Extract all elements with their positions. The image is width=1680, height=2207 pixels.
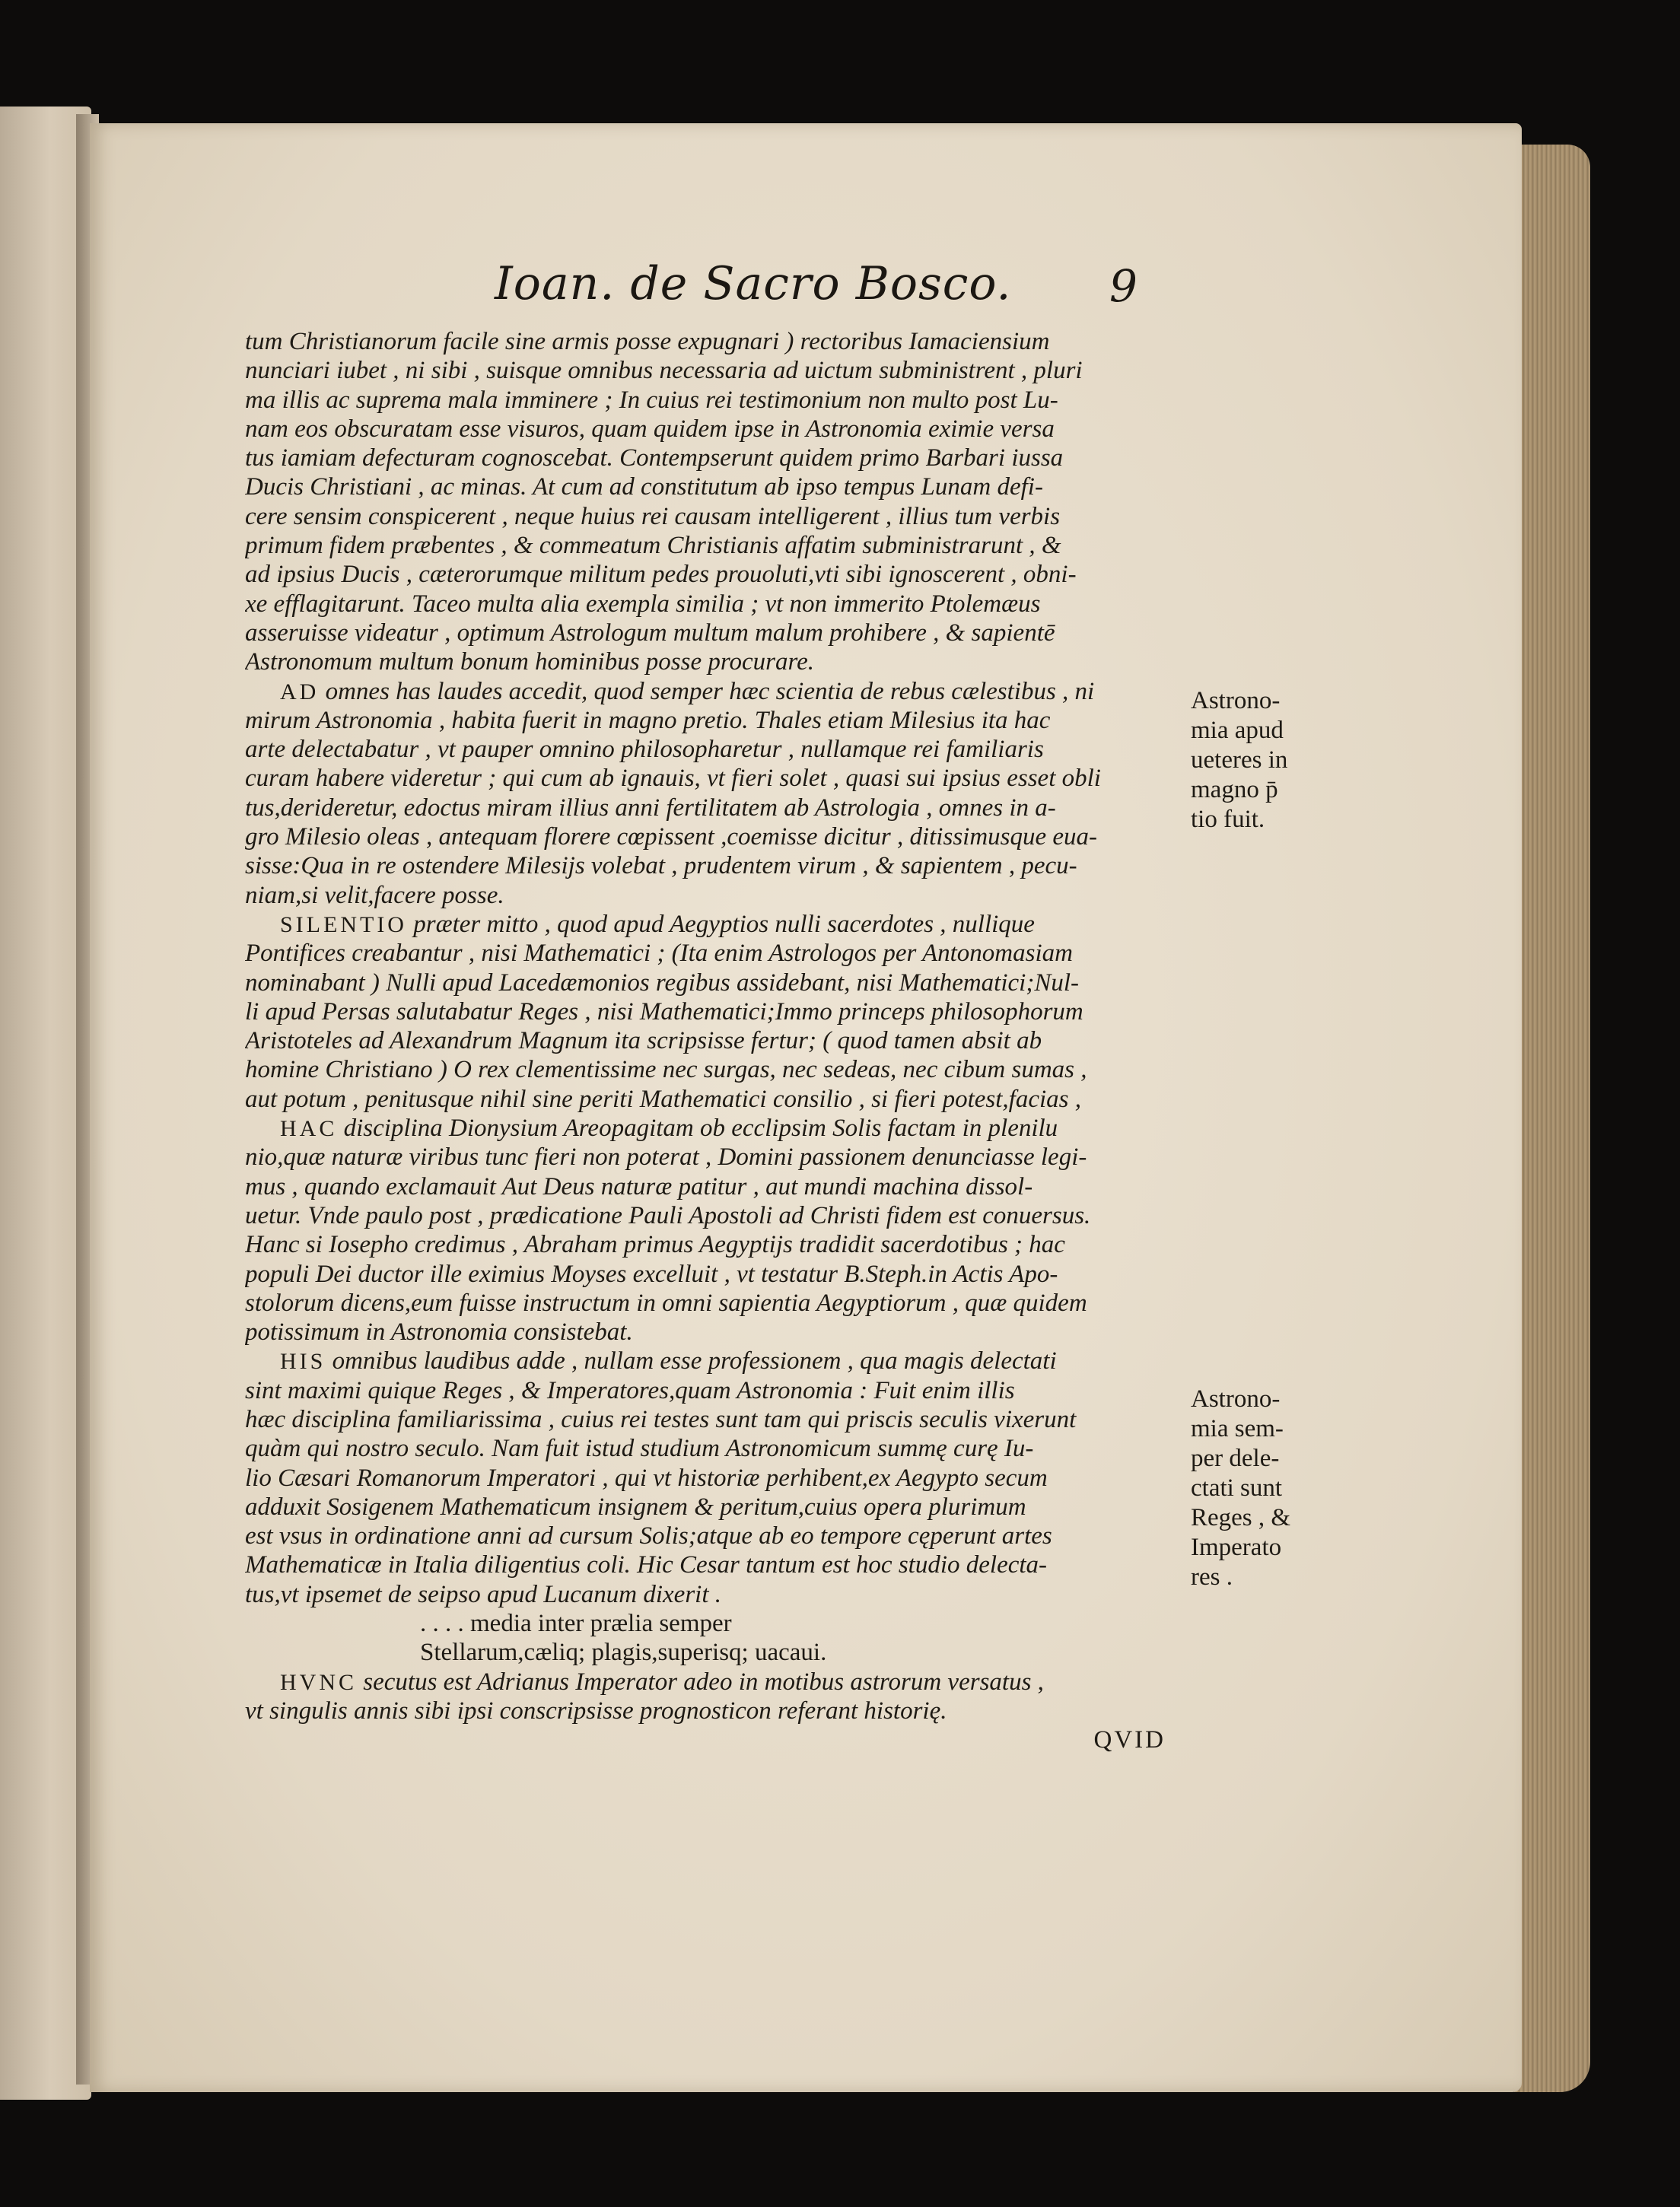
running-title: Ioan. de Sacro Bosco. [495, 257, 1012, 310]
text-line [245, 997, 1181, 1026]
text-line [245, 1318, 1181, 1347]
text-line [245, 706, 1181, 735]
text-line [245, 327, 1181, 356]
line-text: est vsus in ordinatione anni ad cursum Solis;atque ab eo tempore cęperunt artes [245, 1522, 1052, 1550]
text-line [245, 1055, 1181, 1084]
line-text: potissimum in Astronomia consistebat. [245, 1318, 633, 1347]
line-text: stolorum dicens,eum fuisse instructum in omni sapientia Aegyptiorum , quæ quidem [245, 1289, 1087, 1317]
text-line [245, 735, 1181, 764]
margin-note-astronomia-pretio [1191, 686, 1287, 835]
text-line [245, 1609, 1181, 1638]
line-text: nunciari iubet , ni sibi , suisque omnibus necessaria ad uictum subministrent , pluri [245, 357, 1083, 385]
line-text: curam habere videretur ; qui cum ab ignauis, vt fieri solet , quasi sui ipsius esset obli [245, 765, 1101, 793]
line-text: nio,quæ naturæ viribus tunc fieri non poterat , Domini passionem denunciasse legi- [245, 1143, 1087, 1172]
margin-note-line: mia apud [1191, 717, 1284, 744]
line-text: homine Christiano ) O rex clementissime nec surgas, nec sedeas, nec cibum sumas , [245, 1056, 1087, 1084]
line-text: disciplina Dionysium Areopagitam ob ecclipsim Solis factam in plenilu [337, 1115, 1058, 1143]
margin-note-line: mia sem- [1191, 1415, 1284, 1442]
line-text: præter mitto , quod apud Aegyptios nulli sacerdotes , nullique [406, 910, 1035, 938]
text-line [245, 939, 1181, 968]
text-line [245, 1376, 1181, 1405]
text-line [245, 647, 1181, 676]
text-line [245, 1464, 1181, 1493]
text-line [245, 1434, 1181, 1463]
text-line [245, 531, 1181, 560]
text-line [245, 851, 1181, 880]
small-caps-initial: SILENTIO [280, 911, 407, 937]
line-text: tus,vt ipsemet de seipso apud Lucanum dixerit . [245, 1580, 722, 1608]
small-caps-initial: HVNC [280, 1669, 358, 1695]
text-line [245, 386, 1181, 415]
margin-note-line: ueteres in [1191, 746, 1288, 774]
line-text: tus iamiam defecturam cognoscebat. Contempserunt quidem primo Barbari iussa [245, 444, 1064, 472]
line-text: Pontifices creabantur , nisi Mathematici ; (Ita enim Astrologos per Antonomasiam [245, 940, 1073, 968]
line-text: Mathematicæ in Italia diligentius coli. Hic Cesar tantum est hoc studio delecta- [245, 1551, 1048, 1579]
line-text: Hanc si Iosepho credimus , Abraham primus Aegyptijs tradidit sacerdotibus ; hac [245, 1231, 1065, 1259]
line-text: omnibus laudibus adde , nullam esse professionem , qua magis delectati [326, 1347, 1057, 1375]
line-text: Ducis Christiani , ac minas. At cum ad constitutum ab ipso tempus Lunam defi- [245, 473, 1043, 501]
text-line [245, 1201, 1181, 1230]
text-line [245, 502, 1181, 531]
text-line [245, 968, 1181, 997]
margin-note-astronomia-reges [1191, 1385, 1290, 1592]
text-line [245, 910, 1181, 939]
text-line [245, 1697, 1181, 1725]
line-text: . . . . media inter prælia semper [420, 1610, 732, 1638]
line-text: QVID [1093, 1726, 1166, 1754]
line-text: hæc disciplina familiarissima , cuius rei testes sunt tam qui priscis seculis vixerunt [245, 1405, 1077, 1433]
text-line [245, 1230, 1181, 1259]
line-text: sint maximi quique Reges , & Imperatores,quam Astronomia : Fuit enim illis [245, 1376, 1015, 1404]
text-line [245, 881, 1181, 910]
line-text: Aristoteles ad Alexandrum Magnum ita scripsisse fertur; ( quod tamen absit ab [245, 1027, 1042, 1055]
text-line [245, 677, 1181, 706]
text-line [245, 1260, 1181, 1289]
line-text: sisse:Qua in re ostendere Milesijs volebat , prudentem virum , & sapientem , pecu- [245, 852, 1077, 880]
line-text: tus,derideretur, edoctus miram illius anni fertilitatem ab Astrologia , omnes in a- [245, 793, 1056, 822]
text-line [245, 1493, 1181, 1522]
text-line [245, 1405, 1181, 1434]
text-line [245, 793, 1181, 822]
text-line [245, 822, 1181, 851]
text-line [245, 472, 1181, 501]
small-caps-initial: HIS [280, 1349, 326, 1375]
text-line [245, 356, 1181, 385]
margin-note-line: Astrono- [1191, 687, 1281, 714]
catchword [245, 1725, 1181, 1754]
margin-note-line: Reges , & [1191, 1504, 1291, 1531]
line-text: quàm qui nostro seculo. Nam fuit istud studium Astronomicum summę curę Iu- [245, 1435, 1034, 1463]
margin-note-line: res . [1191, 1563, 1233, 1591]
text-line [245, 1580, 1181, 1609]
text-line [245, 1668, 1181, 1697]
line-text: tum Christianorum facile sine armis posse expugnari ) rectoribus Iamaciensium [245, 328, 1050, 355]
line-text: nam eos obscuratam esse visuros, quam quidem ipse in Astronomia eximie versa [245, 415, 1055, 443]
line-text: asseruisse videatur , optimum Astrologum multum malum prohibere , & sapientē [245, 619, 1055, 647]
text-line [245, 444, 1181, 472]
line-text: ma illis ac suprema mala imminere ; In cuius rei testimonium non multo post Lu- [245, 386, 1058, 414]
line-text: mirum Astronomia , habita fuerit in magno pretio. Thales etiam Milesius ita hac [245, 706, 1051, 734]
line-text: cere sensim conspicerent , neque huius rei causam intelligerent , illius tum verbis [245, 502, 1061, 530]
text-line [245, 1026, 1181, 1055]
line-text: nominabant ) Nulli apud Lacedæmonios regibus assidebant, nisi Mathematici;Nul- [245, 968, 1079, 997]
text-line [245, 1114, 1181, 1143]
text-line [245, 1289, 1181, 1318]
margin-note-line: Astrono- [1191, 1385, 1281, 1413]
margin-note-line: tio fuit. [1191, 806, 1265, 833]
line-text: aut potum , penitusque nihil sine periti Mathematici consilio , si fieri potest,facias , [245, 1085, 1081, 1113]
line-text: primum fidem præbentes , & commeatum Christianis affatim subministrarunt , & [245, 532, 1061, 560]
page-number: 9 [1109, 260, 1138, 312]
line-text: vt singulis annis sibi ipsi conscripsisse prognosticon referant historię. [245, 1697, 947, 1725]
text-line [245, 590, 1181, 619]
line-text: xe efflagitarunt. Taceo multa alia exempla similia ; vt non immerito Ptolemæus [245, 590, 1041, 618]
line-text: lio Cæsari Romanorum Imperatori , qui vt historiæ perhibent,ex Aegypto secum [245, 1464, 1048, 1492]
body-text [245, 327, 1181, 1755]
line-text: omnes has laudes accedit, quod semper hæc scientia de rebus cælestibus , ni [319, 677, 1095, 705]
small-caps-initial: AD [280, 679, 320, 704]
text-line [245, 1172, 1181, 1201]
line-text: ad ipsius Ducis , cæterorumque militum pedes prouoluti,vti sibi ignoscerent , obni- [245, 561, 1077, 589]
line-text: Stellarum,cæliq; plagis,superisq; uacaui. [420, 1639, 827, 1667]
line-text: populi Dei ductor ille eximius Moyses excelluit , vt testatur B.Steph.in Actis Apo- [245, 1260, 1058, 1288]
margin-note-line: ctati sunt [1191, 1474, 1283, 1502]
line-text: secutus est Adrianus Imperator adeo in motibus astrorum versatus , [357, 1668, 1044, 1696]
text-line [245, 560, 1181, 589]
text-line [245, 619, 1181, 647]
text-line [245, 1347, 1181, 1375]
line-text: li apud Persas salutabatur Reges , nisi Mathematici;Immo princeps philosophorum [245, 997, 1083, 1026]
line-text: mus , quando exclamauit Aut Deus naturæ patitur , aut mundi machina dissol- [245, 1172, 1033, 1200]
line-text: uetur. Vnde paulo post , prædicatione Pauli Apostoli ad Christi fidem est conuersus. [245, 1201, 1091, 1229]
page-block-edge [1514, 145, 1590, 2092]
margin-note-line: Imperato [1191, 1534, 1282, 1561]
line-text: adduxit Sosigenem Mathematicum insignem & peritum,cuius opera plurimum [245, 1493, 1026, 1521]
text-line [245, 1143, 1181, 1172]
line-text: arte delectabatur , vt pauper omnino philosopharetur , nullamque rei familiaris [245, 736, 1044, 764]
margin-note-line: magno p̄ [1191, 776, 1278, 803]
text-line [245, 415, 1181, 444]
text-line [245, 1522, 1181, 1550]
text-line [245, 1085, 1181, 1114]
small-caps-initial: HAC [280, 1116, 338, 1142]
line-text: Astronomum multum bonum hominibus posse procurare. [245, 648, 814, 676]
text-line [245, 1638, 1181, 1667]
line-text: gro Milesio oleas , antequam florere cœpissent ,coemisse dicitur , ditissimusque eua- [245, 823, 1098, 851]
line-text: niam,si velit,facere posse. [245, 881, 504, 909]
text-line [245, 764, 1181, 793]
margin-note-line: per dele- [1191, 1445, 1280, 1472]
text-line [245, 1550, 1181, 1579]
